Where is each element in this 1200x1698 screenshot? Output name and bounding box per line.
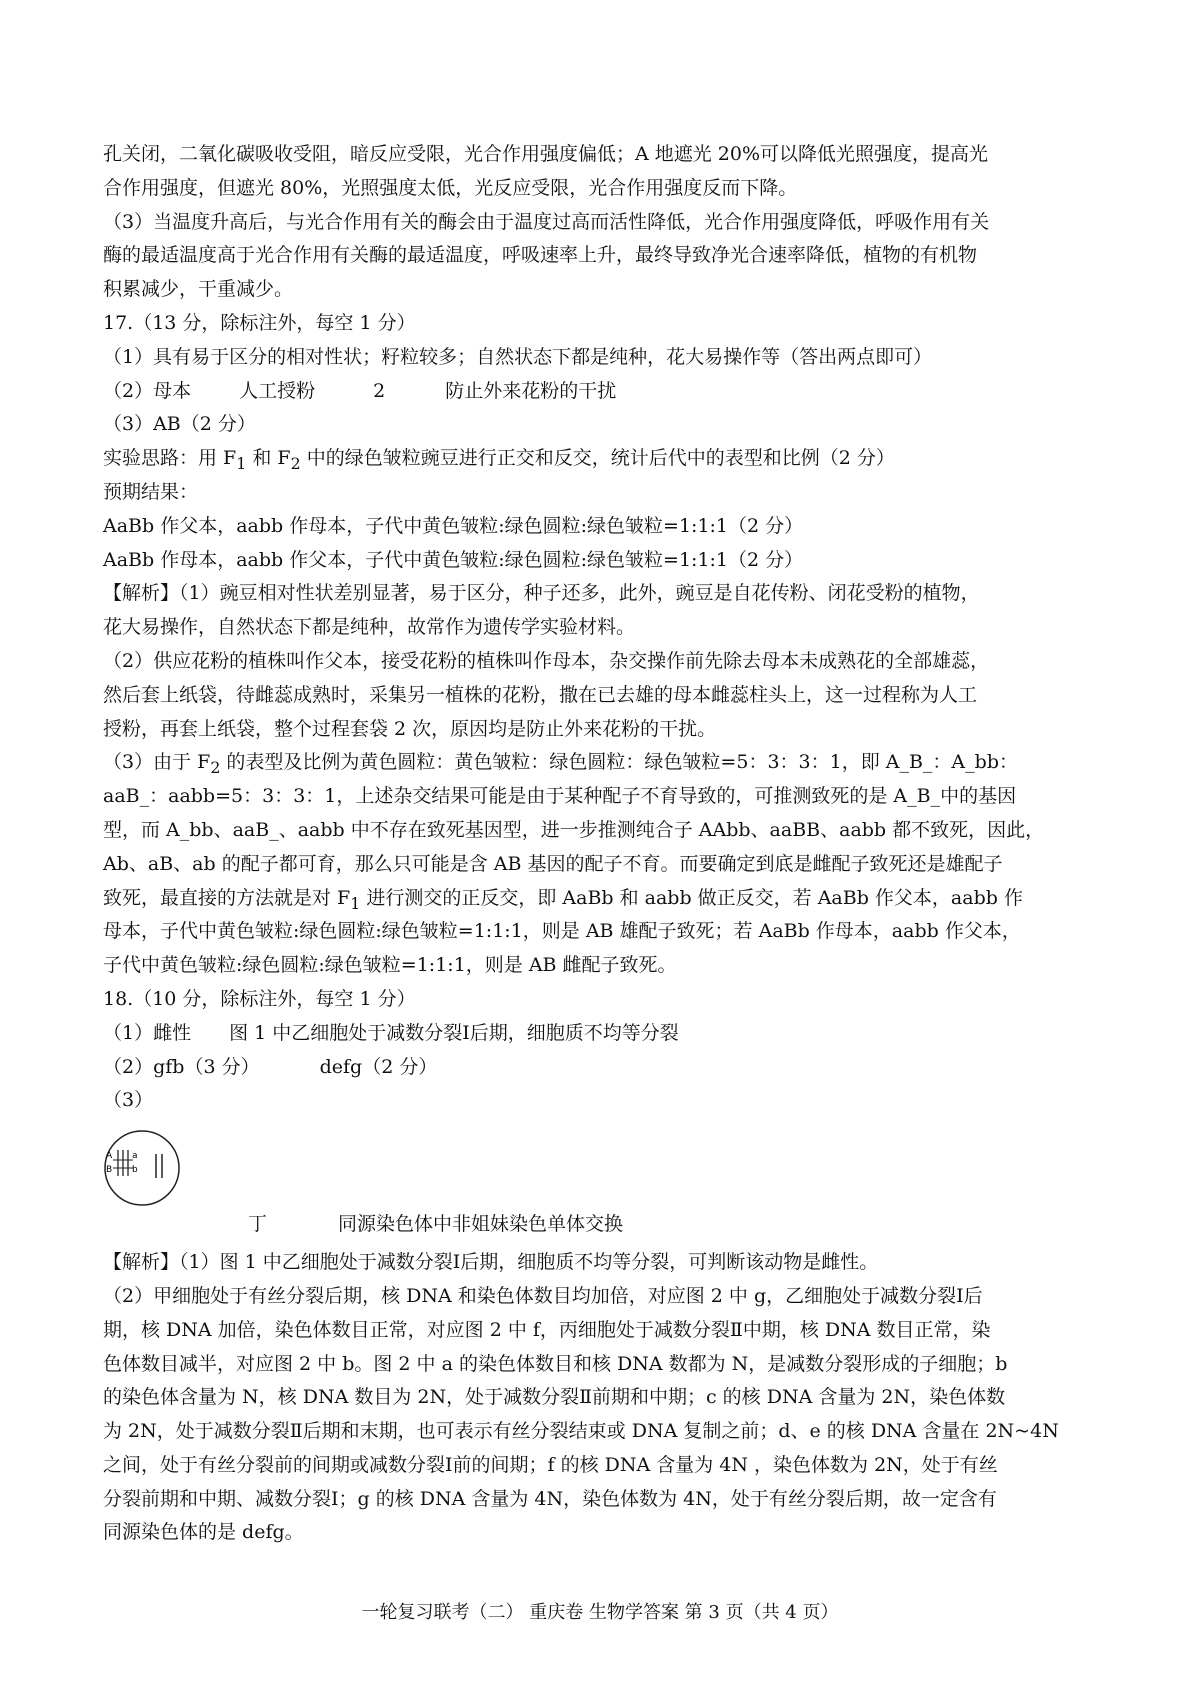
answer-text — [103, 138, 1108, 1550]
q17-2-answer-d: 防止外来花粉的干扰 — [445, 379, 617, 402]
analysis-line: 母本，子代中黄色皱粒:绿色圆粒:绿色皱粒=1:1:1，则是 AB 雄配子致死；若 AaBb 作母本，aabb 作父本， — [103, 920, 1021, 943]
analysis-line: 花大易操作，自然状态下都是纯种，故常作为遗传学实验材料。 — [103, 616, 636, 639]
cell-name: 丁 — [248, 1213, 268, 1236]
q17-2-prefix: （2） — [103, 379, 154, 402]
analysis-line: 为 2N，处于减数分裂Ⅱ后期和末期，也可表示有丝分裂结束或 DNA 复制之前；d、e 的核 DNA 含量在 2N~4N — [103, 1420, 1059, 1443]
cell-diagram — [102, 1128, 182, 1208]
analysis-line — [103, 746, 1108, 780]
text-line: （3）当温度升高后，与光合作用有关的酶会由于温度过高而活性降低，光合作用强度降低，呼吸作用有关 — [103, 210, 990, 233]
text-line: 孔关闭，二氧化碳吸收受阻，暗反应受限，光合作用强度偏低；A 地遮光 20%可以降低光照强度，提高光 — [103, 143, 989, 165]
subscript: 2 — [290, 453, 301, 473]
text-line: 合作用强度，但遮光 80%，光照强度太低，光反应受限，光合作用强度反而下降。 — [103, 176, 798, 199]
text-span: 的表型及比例为黄色圆粒：黄色皱粒：绿色圆粒：绿色皱粒=5：3：3：1，即 A_B_：A_bb： — [220, 751, 1018, 774]
analysis-line: 子代中黄色皱粒:绿色圆粒:绿色皱粒=1:1:1，则是 AB 雌配子致死。 — [103, 954, 677, 977]
q18-2-answer-a: gfb（3 分） — [153, 1055, 260, 1078]
q18-1-prefix: （1） — [103, 1021, 154, 1044]
text-span: 和 F — [246, 447, 291, 470]
q17-2-answer-b: 人工授粉 — [239, 379, 316, 402]
q17-2-answer-c: 2 — [373, 379, 386, 402]
analysis-line: Ab、aB、ab 的配子都可育，那么只可能是含 AB 基因的配子不育。而要确定到底是雌配子致死还是雄配子 — [103, 852, 1003, 875]
text-span: （3）由于 F — [103, 751, 211, 774]
q17-experiment-idea — [103, 442, 1108, 476]
analysis-line — [103, 882, 1108, 916]
text-line: 积累减少，干重减少。 — [103, 278, 294, 301]
text-span: 中的绿色皱粒豌豆进行正交和反交，统计后代中的表型和比例（2 分） — [300, 447, 895, 470]
text-span: 致死，最直接的方法就是对 F — [103, 886, 351, 909]
q18-answer-3: （3） — [103, 1089, 154, 1112]
analysis-line: 期，核 DNA 加倍，染色体数目正常，对应图 2 中 f，丙细胞处于减数分裂Ⅱ中期，核 DNA 数目正常，染 — [103, 1318, 991, 1341]
subscript: 1 — [236, 453, 247, 473]
analysis-line: 【解析】（1）图 1 中乙细胞处于减数分裂Ⅰ后期，细胞质不均等分裂，可判断该动物是雌性。 — [103, 1251, 879, 1274]
analysis-line: 【解析】（1）豌豆相对性状差别显著，易于区分，种子还多，此外，豌豆是自花传粉、闭花受粉的植物， — [103, 582, 980, 605]
question-18-heading: 18.（10 分，除标注外，每空 1 分） — [103, 987, 416, 1010]
cell-figure-row — [103, 1118, 1108, 1246]
gene-label: b — [132, 1165, 138, 1176]
analysis-line: （2）供应花粉的植株叫作父本，接受花粉的植株叫作母本，杂交操作前先除去母本未成熟花的全部雄蕊， — [103, 649, 990, 672]
q17-answer-1: （1）具有易于区分的相对性状；籽粒较多；自然状态下都是纯种，花大易操作等（答出两点即可） — [103, 345, 933, 368]
text-span: 进行测交的正反交，即 AaBb 和 aabb 做正反交，若 AaBb 作父本，aabb 作 — [360, 886, 1023, 909]
analysis-line: 分裂前期和中期、减数分裂Ⅰ；g 的核 DNA 含量为 4N，染色体数为 4N，处于有丝分裂后期，故一定含有 — [103, 1487, 997, 1510]
subscript: 1 — [350, 893, 361, 913]
q18-2-prefix: （2） — [103, 1055, 154, 1078]
gene-label: A — [106, 1151, 113, 1162]
analysis-line: 之间，处于有丝分裂前的间期或减数分裂Ⅰ前的间期；f 的核 DNA 含量为 4N ，染色体数为 2N，处于有丝 — [103, 1453, 998, 1476]
analysis-line: 的染色体含量为 N，核 DNA 数目为 2N，处于减数分裂Ⅱ前期和中期；c 的核 DNA 含量为 2N，染色体数 — [103, 1386, 1006, 1409]
figure-caption-text: 同源染色体中非姐妹染色单体交换 — [338, 1213, 624, 1236]
analysis-line: 型，而 A_bb、aaB_、aabb 中不存在致死基因型，进一步推测纯合子 AAbb、aaBB、aabb 都不致死，因此， — [103, 818, 1045, 841]
analysis-line: aaB_：aabb=5：3：3：1，上述杂交结果可能是由于某种配子不育导致的，可推测致死的是 A_B_中的基因 — [103, 785, 1017, 808]
analysis-line: 同源染色体的是 defg。 — [103, 1521, 304, 1544]
gene-label: a — [132, 1151, 138, 1162]
text-line: 预期结果： — [103, 480, 199, 503]
text-line: AaBb 作母本，aabb 作父本，子代中黄色皱粒:绿色圆粒:绿色皱粒=1:1:1（2 分） — [103, 548, 804, 571]
figure-caption — [248, 1208, 623, 1242]
analysis-line: 授粉，再套上纸袋，整个过程套袋 2 次，原因均是防止外来花粉的干扰。 — [103, 717, 717, 740]
page-footer: 一轮复习联考（二） 重庆卷 生物学答案 第 3 页（共 4 页） — [361, 1602, 839, 1623]
q18-2-answer-b: defg（2 分） — [319, 1055, 438, 1078]
question-17-heading: 17.（13 分，除标注外，每空 1 分） — [103, 311, 416, 334]
analysis-line: 然后套上纸袋，待雌蕊成熟时，采集另一植株的花粉，撒在已去雄的母本雌蕊柱头上，这一过程称为人工 — [103, 683, 978, 706]
text-line: 酶的最适温度高于光合作用有关酶的最适温度，呼吸速率上升，最终导致净光合速率降低，植物的有机物 — [103, 244, 978, 267]
subscript: 2 — [210, 758, 221, 778]
q18-answer-2 — [103, 1051, 1108, 1085]
q17-answer-3: （3）AB（2 分） — [103, 413, 256, 436]
text-line: AaBb 作父本，aabb 作母本，子代中黄色皱粒:绿色圆粒:绿色皱粒=1:1:1（2 分） — [103, 514, 804, 537]
q18-1-answer-b: 图 1 中乙细胞处于减数分裂Ⅰ后期，细胞质不均等分裂 — [229, 1021, 679, 1044]
analysis-line: （2）甲细胞处于有丝分裂后期，核 DNA 和染色体数目均加倍，对应图 2 中 g，乙细胞处于减数分裂Ⅰ后 — [103, 1284, 983, 1307]
text-span: 实验思路：用 F — [103, 447, 237, 470]
gene-label: B — [106, 1165, 113, 1176]
q17-2-answer-a: 母本 — [153, 379, 192, 402]
q18-1-answer-a: 雌性 — [153, 1021, 192, 1044]
q18-answer-1 — [103, 1017, 1108, 1051]
q17-answer-2 — [103, 375, 1108, 409]
analysis-line: 色体数目减半，对应图 2 中 b。图 2 中 a 的染色体数目和核 DNA 数都为 N，是减数分裂形成的子细胞；b — [103, 1352, 1008, 1375]
